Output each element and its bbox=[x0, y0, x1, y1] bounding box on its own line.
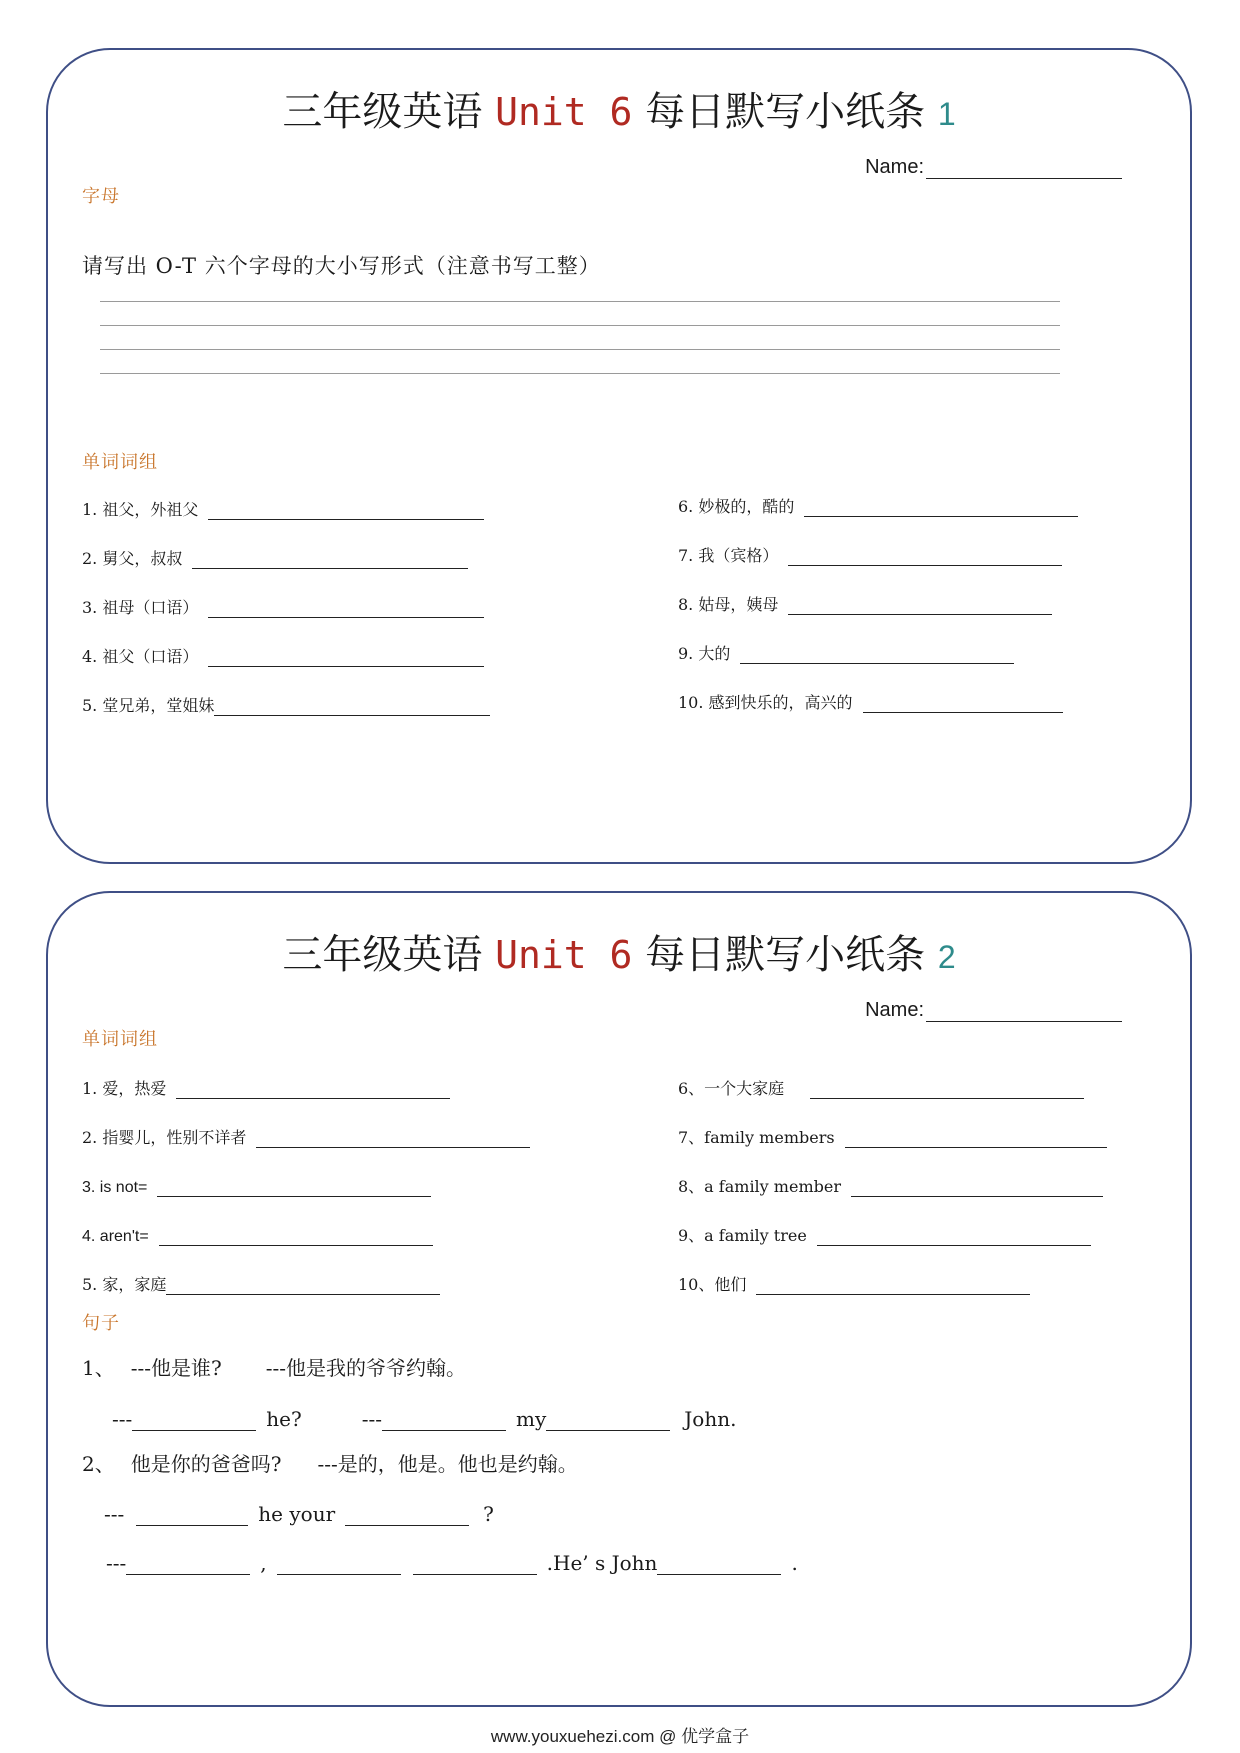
word-item bbox=[82, 1118, 530, 1148]
writing-line[interactable] bbox=[100, 325, 1060, 326]
fixed-word: he? bbox=[266, 1407, 302, 1431]
title-number: 1 bbox=[937, 96, 956, 132]
answer-blank[interactable] bbox=[788, 590, 1052, 615]
title-unit: Unit 6 bbox=[495, 90, 633, 134]
dash: --- bbox=[112, 1407, 133, 1431]
answer-blank[interactable] bbox=[740, 639, 1014, 664]
sentence-2-prompt bbox=[82, 1449, 578, 1477]
sentence-number: 1、 bbox=[82, 1356, 115, 1380]
answer-blank[interactable] bbox=[804, 492, 1078, 517]
word-prompt: 7. 我（宾格） bbox=[678, 546, 779, 565]
answer-blank[interactable] bbox=[132, 1408, 256, 1431]
dash: --- bbox=[106, 1551, 127, 1575]
word-prompt: 6. 妙极的，酷的 bbox=[678, 497, 795, 516]
word-item bbox=[678, 1216, 1091, 1246]
name-label: Name: bbox=[865, 156, 924, 178]
answer-blank[interactable] bbox=[208, 495, 484, 520]
answer-blank[interactable] bbox=[413, 1552, 537, 1575]
answer-blank[interactable] bbox=[256, 1123, 530, 1148]
word-prompt: 10、他们 bbox=[678, 1275, 747, 1294]
title-main: 三年级英语 bbox=[282, 932, 483, 978]
section-words: 单词词组 bbox=[82, 1029, 158, 1050]
fixed-word: my bbox=[516, 1407, 547, 1431]
answer-blank[interactable] bbox=[159, 1221, 433, 1246]
word-item bbox=[678, 683, 1063, 713]
answer-blank[interactable] bbox=[657, 1552, 781, 1575]
writing-line[interactable] bbox=[100, 301, 1060, 302]
section-letters: 字母 bbox=[82, 186, 120, 207]
word-item bbox=[678, 1167, 1103, 1197]
word-prompt: 9、a family tree bbox=[678, 1226, 807, 1245]
answer-blank[interactable] bbox=[136, 1503, 248, 1526]
answer-blank[interactable] bbox=[817, 1221, 1091, 1246]
word-prompt: 4. 祖父（口语） bbox=[82, 647, 199, 666]
word-prompt: 3. 祖母（口语） bbox=[82, 598, 199, 617]
dictation-card-2 bbox=[46, 891, 1192, 1707]
word-prompt: 5. 家，家庭 bbox=[82, 1275, 167, 1294]
section-sentences: 句子 bbox=[82, 1313, 120, 1334]
word-prompt: 8、a family member bbox=[678, 1177, 841, 1196]
word-item bbox=[82, 539, 468, 569]
prompt-question: ---他是谁? bbox=[130, 1356, 222, 1380]
question-mark: ? bbox=[483, 1502, 494, 1526]
writing-line[interactable] bbox=[100, 373, 1060, 374]
answer-blank[interactable] bbox=[863, 688, 1063, 713]
comma: , bbox=[260, 1551, 267, 1575]
name-blank[interactable] bbox=[926, 158, 1122, 179]
fixed-word: .He’ s John bbox=[546, 1551, 658, 1575]
title-number: 2 bbox=[937, 939, 956, 975]
word-item bbox=[678, 1265, 1030, 1295]
letters-instruction: 请写出 O-T 六个字母的大小写形式（注意书写工整） bbox=[82, 254, 601, 278]
word-item bbox=[82, 1216, 433, 1246]
card-title bbox=[48, 80, 1190, 137]
period: . bbox=[791, 1551, 798, 1575]
sentence-1-fill bbox=[112, 1403, 746, 1431]
writing-line[interactable] bbox=[100, 349, 1060, 350]
answer-blank[interactable] bbox=[208, 593, 484, 618]
name-field[interactable] bbox=[865, 156, 1122, 179]
dash: --- bbox=[361, 1407, 383, 1431]
answer-blank[interactable] bbox=[788, 541, 1062, 566]
title-tail: 每日默写小纸条 bbox=[645, 932, 926, 978]
word-item bbox=[678, 536, 1062, 566]
dash: --- bbox=[104, 1502, 125, 1526]
word-item bbox=[82, 490, 484, 520]
word-prompt: 1. 祖父，外祖父 bbox=[82, 500, 199, 519]
name-label: Name: bbox=[865, 999, 924, 1021]
word-item bbox=[678, 1069, 1084, 1099]
answer-blank[interactable] bbox=[845, 1123, 1107, 1148]
word-item bbox=[82, 1069, 450, 1099]
prompt-answer: ---他是我的爷爷约翰。 bbox=[265, 1356, 467, 1380]
answer-blank[interactable] bbox=[176, 1074, 450, 1099]
word-prompt: 6、一个大家庭 bbox=[678, 1079, 785, 1098]
name-field[interactable] bbox=[865, 999, 1122, 1022]
title-main: 三年级英语 bbox=[282, 89, 483, 135]
answer-blank[interactable] bbox=[214, 691, 490, 716]
word-item bbox=[678, 634, 1014, 664]
answer-blank[interactable] bbox=[166, 1270, 440, 1295]
word-prompt: 3. is not= bbox=[82, 1179, 148, 1196]
word-item bbox=[678, 1118, 1107, 1148]
word-prompt: 9. 大的 bbox=[678, 644, 731, 663]
word-item bbox=[82, 1167, 431, 1197]
answer-blank[interactable] bbox=[208, 642, 484, 667]
fixed-word: he your bbox=[258, 1502, 336, 1526]
footer-watermark: www.youxuehezi.com @ 优学盒子 bbox=[490, 1727, 750, 1746]
answer-blank[interactable] bbox=[810, 1074, 1084, 1099]
prompt-answer: ---是的，他是。他也是约翰。 bbox=[317, 1452, 578, 1476]
word-item bbox=[82, 588, 484, 618]
word-prompt: 4. aren't= bbox=[82, 1228, 149, 1245]
answer-blank[interactable] bbox=[851, 1172, 1103, 1197]
word-prompt: 5. 堂兄弟，堂姐妹 bbox=[82, 696, 215, 715]
sentence-1-prompt bbox=[82, 1353, 466, 1381]
answer-blank[interactable] bbox=[192, 544, 468, 569]
answer-blank[interactable] bbox=[157, 1172, 431, 1197]
word-prompt: 1. 爱，热爱 bbox=[82, 1079, 167, 1098]
word-item bbox=[82, 637, 484, 667]
card-title bbox=[48, 923, 1190, 980]
word-item bbox=[82, 1265, 440, 1295]
fixed-word: John. bbox=[684, 1407, 737, 1431]
answer-blank[interactable] bbox=[345, 1503, 469, 1526]
answer-blank[interactable] bbox=[277, 1552, 401, 1575]
prompt-question: 他是你的爸爸吗? bbox=[130, 1452, 282, 1476]
sentence-2-answer-fill bbox=[106, 1547, 808, 1575]
dictation-card-1 bbox=[46, 48, 1192, 864]
word-prompt: 8. 姑母，姨母 bbox=[678, 595, 779, 614]
word-prompt: 7、family members bbox=[678, 1128, 835, 1147]
sentence-number: 2、 bbox=[82, 1452, 115, 1476]
letter-writing-lines[interactable] bbox=[100, 301, 1060, 397]
answer-blank[interactable] bbox=[546, 1408, 670, 1431]
section-words: 单词词组 bbox=[82, 452, 158, 473]
word-prompt: 2. 舅父，叔叔 bbox=[82, 549, 183, 568]
word-item bbox=[678, 585, 1052, 615]
word-prompt: 2. 指婴儿，性别不详者 bbox=[82, 1128, 247, 1147]
answer-blank[interactable] bbox=[126, 1552, 250, 1575]
word-item bbox=[82, 686, 490, 716]
answer-blank[interactable] bbox=[756, 1270, 1030, 1295]
name-blank[interactable] bbox=[926, 1001, 1122, 1022]
title-tail: 每日默写小纸条 bbox=[645, 89, 926, 135]
sentence-2-question-fill bbox=[104, 1498, 504, 1526]
word-prompt: 10. 感到快乐的，高兴的 bbox=[678, 693, 853, 712]
answer-blank[interactable] bbox=[382, 1408, 506, 1431]
word-item bbox=[678, 487, 1078, 517]
title-unit: Unit 6 bbox=[495, 933, 633, 977]
